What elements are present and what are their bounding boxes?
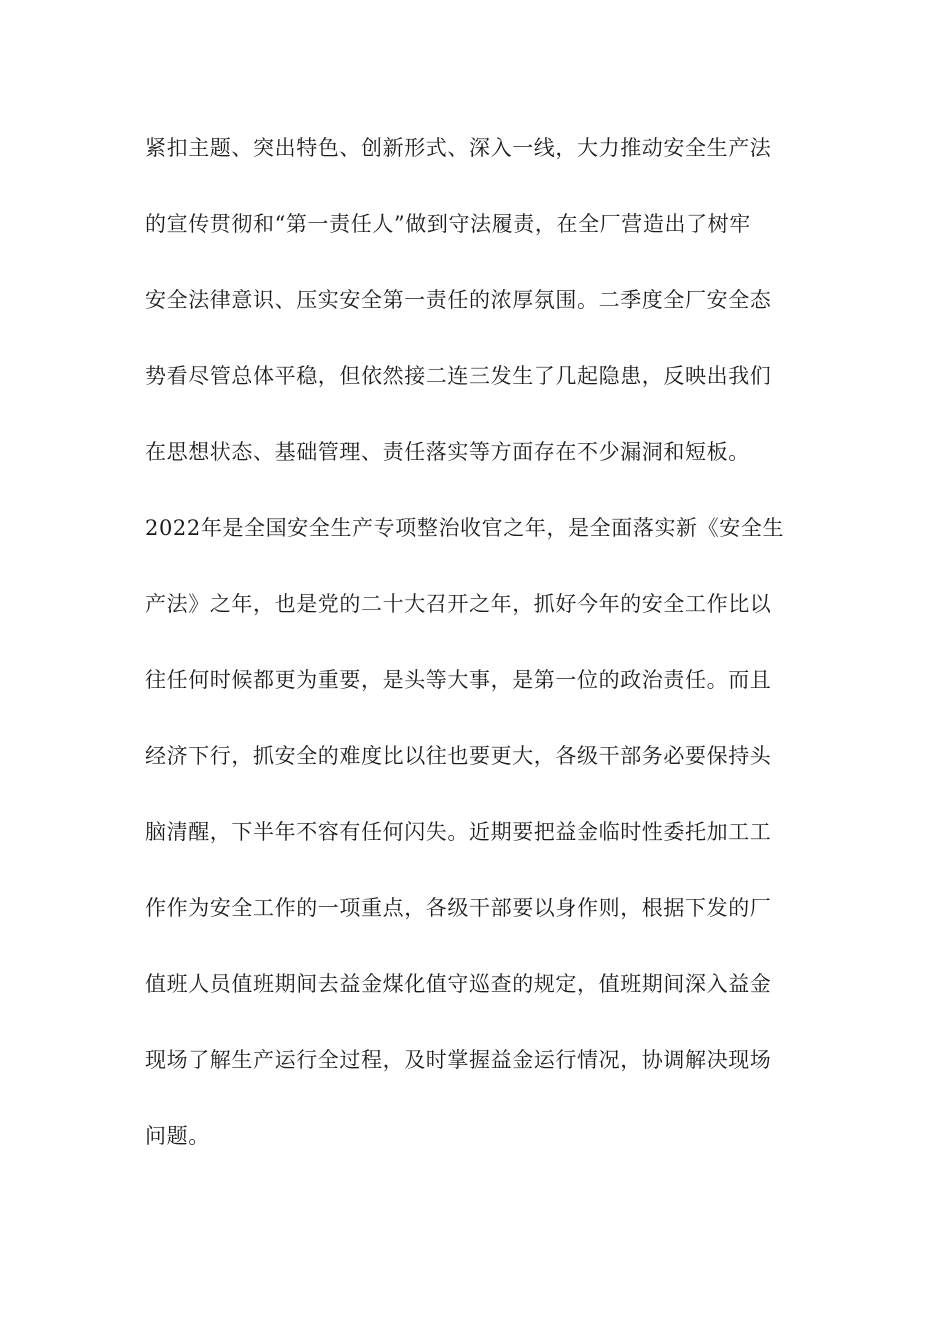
text-line: 经济下行，抓安全的难度比以往也要更大，各级干部务必要保持头 [145,744,772,768]
text-line: 的宣传贯彻和“第一责任人”做到守法履责，在全厂营造出了树牢 [145,212,751,236]
text-line: 紧扣主题、突出特色、创新形式、深入一线，大力推动安全生产法 [145,136,772,160]
text-line: 问题。 [145,1124,210,1148]
text-line: 往任何时候都更为重要，是头等大事，是第一位的政治责任。而且 [145,668,772,692]
text-line: 2022年是全国安全生产专项整治收官之年，是全面落实新《安全生 [145,516,785,540]
text-line: 脑清醒，下半年不容有任何闪失。近期要把益金临时性委托加工工 [145,820,772,844]
text-line: 作作为安全工作的一项重点，各级干部要以身作则，根据下发的厂 [145,896,772,920]
text-line: 在思想状态、基础管理、责任落实等方面存在不少漏洞和短板。 [145,440,750,464]
text-line: 值班人员值班期间去益金煤化值守巡查的规定，值班期间深入益金 [145,972,772,996]
text-line: 现场了解生产运行全过程，及时掌握益金运行情况，协调解决现场 [145,1048,772,1072]
text-line: 安全法律意识、压实安全第一责任的浓厚氛围。二季度全厂安全态 [145,288,772,312]
text-line: 势看尽管总体平稳，但依然接二连三发生了几起隐患，反映出我们 [145,364,772,388]
text-line: 产法》之年，也是党的二十大召开之年，抓好今年的安全工作比以 [145,592,772,616]
